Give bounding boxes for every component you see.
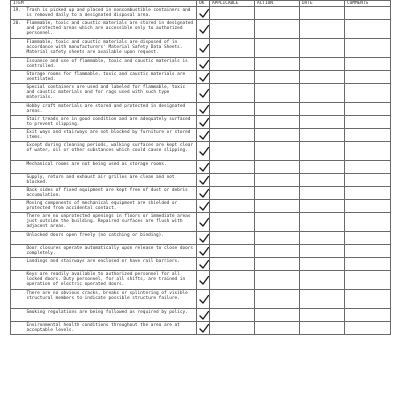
date-cell[interactable] [300, 174, 345, 187]
action-cell[interactable] [255, 161, 300, 174]
ok-checkbox-cell[interactable] [197, 103, 210, 116]
checklist-row [11, 200, 391, 213]
comments-cell[interactable] [345, 161, 391, 174]
checkmark-icon [199, 131, 209, 140]
date-cell[interactable] [300, 58, 345, 71]
date-cell[interactable] [300, 103, 345, 116]
applicable-cell[interactable] [210, 232, 255, 245]
applicable-cell[interactable] [210, 258, 255, 271]
applicable-cell[interactable] [210, 142, 255, 161]
ok-checkbox-cell[interactable] [197, 142, 210, 161]
item-number [11, 290, 26, 309]
checklist-row [11, 20, 391, 39]
item-number [11, 39, 26, 58]
item-number: 19. [11, 7, 26, 20]
action-cell[interactable] [255, 213, 300, 232]
date-cell[interactable] [300, 290, 345, 309]
action-cell[interactable] [255, 187, 300, 200]
item-description: Unlocked doors open freely (no catching or binding). [26, 232, 197, 245]
applicable-cell[interactable] [210, 161, 255, 174]
action-cell[interactable] [255, 174, 300, 187]
ok-checkbox-cell[interactable] [197, 200, 210, 213]
checkmark-icon [199, 324, 209, 333]
checkmark-icon [199, 73, 209, 82]
applicable-cell[interactable] [210, 71, 255, 84]
applicable-cell[interactable] [210, 213, 255, 232]
comments-cell[interactable] [345, 271, 391, 290]
item-description: Moving components of mechanical equipment are shielded or protected from accidental contact. [26, 200, 197, 213]
applicable-cell[interactable] [210, 129, 255, 142]
action-cell[interactable] [255, 71, 300, 84]
action-cell[interactable] [255, 129, 300, 142]
item-description: Special containers are used and labeled for flammable, toxic and caustic materials and for rags used with such type materials. [26, 84, 197, 103]
ok-checkbox-cell[interactable] [197, 39, 210, 58]
action-cell[interactable] [255, 290, 300, 309]
checkmark-icon [199, 105, 209, 114]
action-cell[interactable] [255, 232, 300, 245]
item-number [11, 213, 26, 232]
comments-cell[interactable] [345, 103, 391, 116]
date-cell[interactable] [300, 309, 345, 322]
comments-cell[interactable] [345, 39, 391, 58]
checkmark-icon [199, 189, 209, 198]
ok-checkbox-cell[interactable] [197, 309, 210, 322]
checklist-row [11, 161, 391, 174]
applicable-cell[interactable] [210, 58, 255, 71]
checklist-row [11, 129, 391, 142]
date-cell[interactable] [300, 39, 345, 58]
checklist-row [11, 271, 391, 290]
checklist-row [11, 84, 391, 103]
date-cell[interactable] [300, 200, 345, 213]
checklist-row [11, 39, 391, 58]
checklist-row [11, 309, 391, 322]
comments-cell[interactable] [345, 174, 391, 187]
item-number [11, 129, 26, 142]
ok-checkbox-cell[interactable] [197, 322, 210, 335]
item-description: Mechanical rooms are not being used as storage rooms. [26, 161, 197, 174]
checkmark-icon [199, 89, 209, 98]
applicable-cell[interactable] [210, 290, 255, 309]
item-number [11, 71, 26, 84]
ok-checkbox-cell[interactable] [197, 290, 210, 309]
comments-cell[interactable] [345, 200, 391, 213]
item-number [11, 161, 26, 174]
item-number [11, 58, 26, 71]
item-description: Issuance and use of flammable, toxic and caustic materials is controlled. [26, 58, 197, 71]
date-cell[interactable] [300, 71, 345, 84]
item-number [11, 187, 26, 200]
checkmark-icon [199, 202, 209, 211]
comments-cell[interactable] [345, 7, 391, 20]
ok-checkbox-cell[interactable] [197, 187, 210, 200]
ok-checkbox-cell[interactable] [197, 129, 210, 142]
item-number [11, 116, 26, 129]
ok-checkbox-cell[interactable] [197, 258, 210, 271]
checkmark-icon [199, 9, 209, 18]
item-number [11, 309, 26, 322]
applicable-cell[interactable] [210, 20, 255, 39]
comments-cell[interactable] [345, 258, 391, 271]
date-cell[interactable] [300, 322, 345, 335]
checklist-row [11, 232, 391, 245]
item-number [11, 245, 26, 258]
item-number [11, 174, 26, 187]
ok-checkbox-cell[interactable] [197, 84, 210, 103]
date-cell[interactable] [300, 129, 345, 142]
item-description: Flammable, toxic and caustic materials are stored in designated and protected areas which are accessible only to authorized personnel. [26, 20, 197, 39]
comments-cell[interactable] [345, 213, 391, 232]
applicable-cell[interactable] [210, 84, 255, 103]
comments-cell[interactable] [345, 187, 391, 200]
action-cell[interactable] [255, 20, 300, 39]
checklist-row [11, 58, 391, 71]
comments-cell[interactable] [345, 322, 391, 335]
applicable-cell[interactable] [210, 187, 255, 200]
inspection-checklist-table [10, 0, 391, 335]
checklist-row [11, 245, 391, 258]
applicable-cell[interactable] [210, 271, 255, 290]
comments-cell[interactable] [345, 309, 391, 322]
checkmark-icon [199, 60, 209, 69]
date-cell[interactable] [300, 258, 345, 271]
ok-column-header: OK [197, 1, 210, 7]
item-description: Except during cleaning periods, walking surfaces are kept clear of water, oil or other substances which could cause slipping. [26, 142, 197, 161]
action-cell[interactable] [255, 309, 300, 322]
date-cell[interactable] [300, 187, 345, 200]
applicable-cell[interactable] [210, 103, 255, 116]
item-description: Flammable, toxic and caustic materials are disposed of in accordance with manufacturers' Material Safety Data Sheets. Material safety sheets are available upon request. [26, 39, 197, 58]
item-column-header: ITEM [11, 1, 197, 7]
applicable-cell[interactable] [210, 200, 255, 213]
ok-checkbox-cell[interactable] [197, 245, 210, 258]
applicable-cell[interactable] [210, 39, 255, 58]
comments-column-header: COMMENTS [345, 1, 391, 7]
checkmark-icon [199, 147, 209, 156]
date-cell[interactable] [300, 245, 345, 258]
checklist-row [11, 71, 391, 84]
checklist-row [11, 290, 391, 309]
item-description: Trash is picked up and placed in noncombustible containers and is removed daily to a designated disposal area. [26, 7, 197, 20]
applicable-cell[interactable] [210, 116, 255, 129]
item-number [11, 84, 26, 103]
action-cell[interactable] [255, 200, 300, 213]
checkmark-icon [199, 276, 209, 285]
item-description: Keys are readily available to authorized personnel for all locked doors. Duty personnel, for all shifts, are trained in operation of electric operated doors. [26, 271, 197, 290]
ok-checkbox-cell[interactable] [197, 71, 210, 84]
item-description: Hobby craft materials are stored and protected in designated areas. [26, 103, 197, 116]
action-cell[interactable] [255, 245, 300, 258]
item-number [11, 103, 26, 116]
date-cell[interactable] [300, 161, 345, 174]
checklist-row [11, 258, 391, 271]
checkmark-icon [199, 118, 209, 127]
item-description: There are no obvious cracks, breaks or splintering of visible structural members to indicate possible structure failure. [26, 290, 197, 309]
date-cell[interactable] [300, 7, 345, 20]
date-column-header: DATE [300, 1, 345, 7]
checkmark-icon [199, 260, 209, 269]
ok-checkbox-cell[interactable] [197, 271, 210, 290]
comments-cell[interactable] [345, 58, 391, 71]
applicable-cell[interactable] [210, 174, 255, 187]
ok-checkbox-cell[interactable] [197, 20, 210, 39]
item-number [11, 232, 26, 245]
checklist-row [11, 142, 391, 161]
checkmark-icon [199, 234, 209, 243]
item-description: Back sides of fixed equipment are kept free of dust or debris accumulation. [26, 187, 197, 200]
checkmark-icon [199, 44, 209, 53]
item-number [11, 258, 26, 271]
comments-cell[interactable] [345, 232, 391, 245]
checklist-row [11, 174, 391, 187]
item-number [11, 200, 26, 213]
item-description: Door closures operate automatically upon release to close doors completely. [26, 245, 197, 258]
ok-checkbox-cell[interactable] [197, 232, 210, 245]
item-number [11, 322, 26, 335]
comments-cell[interactable] [345, 116, 391, 129]
action-cell[interactable] [255, 258, 300, 271]
item-description: Stair treads are in good condition and are adequately surfaced to prevent slipping. [26, 116, 197, 129]
action-cell[interactable] [255, 58, 300, 71]
comments-cell[interactable] [345, 84, 391, 103]
applicable-cell[interactable] [210, 309, 255, 322]
action-cell[interactable] [255, 142, 300, 161]
checklist-row [11, 116, 391, 129]
comments-cell[interactable] [345, 20, 391, 39]
date-cell[interactable] [300, 271, 345, 290]
applicable-column-header: APPLICABLE [210, 1, 255, 7]
applicable-cell[interactable] [210, 7, 255, 20]
action-cell[interactable] [255, 103, 300, 116]
ok-checkbox-cell[interactable] [197, 213, 210, 232]
checkmark-icon [199, 176, 209, 185]
item-description: Landings and stairways are enclosed or have rail barriers. [26, 258, 197, 271]
comments-cell[interactable] [345, 245, 391, 258]
action-cell[interactable] [255, 116, 300, 129]
date-cell[interactable] [300, 213, 345, 232]
date-cell[interactable] [300, 232, 345, 245]
action-cell[interactable] [255, 84, 300, 103]
checklist-row [11, 213, 391, 232]
item-number: 20. [11, 20, 26, 39]
checkmark-icon [199, 247, 209, 256]
applicable-cell[interactable] [210, 245, 255, 258]
ok-checkbox-cell[interactable] [197, 174, 210, 187]
checklist-row [11, 187, 391, 200]
checkmark-icon [199, 25, 209, 34]
ok-checkbox-cell[interactable] [197, 58, 210, 71]
checklist-row [11, 7, 391, 20]
comments-cell[interactable] [345, 142, 391, 161]
date-cell[interactable] [300, 20, 345, 39]
action-column-header: ACTION [255, 1, 300, 7]
item-description: Smoking regulations are being followed as required by policy. [26, 309, 197, 322]
action-cell[interactable] [255, 39, 300, 58]
date-cell[interactable] [300, 84, 345, 103]
ok-checkbox-cell[interactable] [197, 7, 210, 20]
date-cell[interactable] [300, 142, 345, 161]
checklist-rows [11, 7, 391, 335]
action-cell[interactable] [255, 7, 300, 20]
comments-cell[interactable] [345, 290, 391, 309]
item-description: Exit ways and stairways are not blocked by furniture or stored items. [26, 129, 197, 142]
checkmark-icon [199, 311, 209, 320]
item-number [11, 142, 26, 161]
item-description: There are no unprotected openings in floors or immediate areas just outside the building. Repaired surfaces are flush with adjacent areas. [26, 213, 197, 232]
ok-checkbox-cell[interactable] [197, 161, 210, 174]
checkmark-icon [199, 218, 209, 227]
item-description: Storage rooms for flammable, toxic and caustic materials are ventilated. [26, 71, 197, 84]
ok-checkbox-cell[interactable] [197, 116, 210, 129]
comments-cell[interactable] [345, 71, 391, 84]
checkmark-icon [199, 295, 209, 304]
item-number [11, 271, 26, 290]
applicable-cell[interactable] [210, 322, 255, 335]
checklist-row [11, 103, 391, 116]
action-cell[interactable] [255, 271, 300, 290]
checkmark-icon [199, 163, 209, 172]
date-cell[interactable] [300, 116, 345, 129]
comments-cell[interactable] [345, 129, 391, 142]
action-cell[interactable] [255, 322, 300, 335]
checklist-row [11, 322, 391, 335]
item-description: Supply, return and exhaust air grilles are clean and not blocked. [26, 174, 197, 187]
item-description: Environmental health conditions throughout the area are at acceptable levels. [26, 322, 197, 335]
